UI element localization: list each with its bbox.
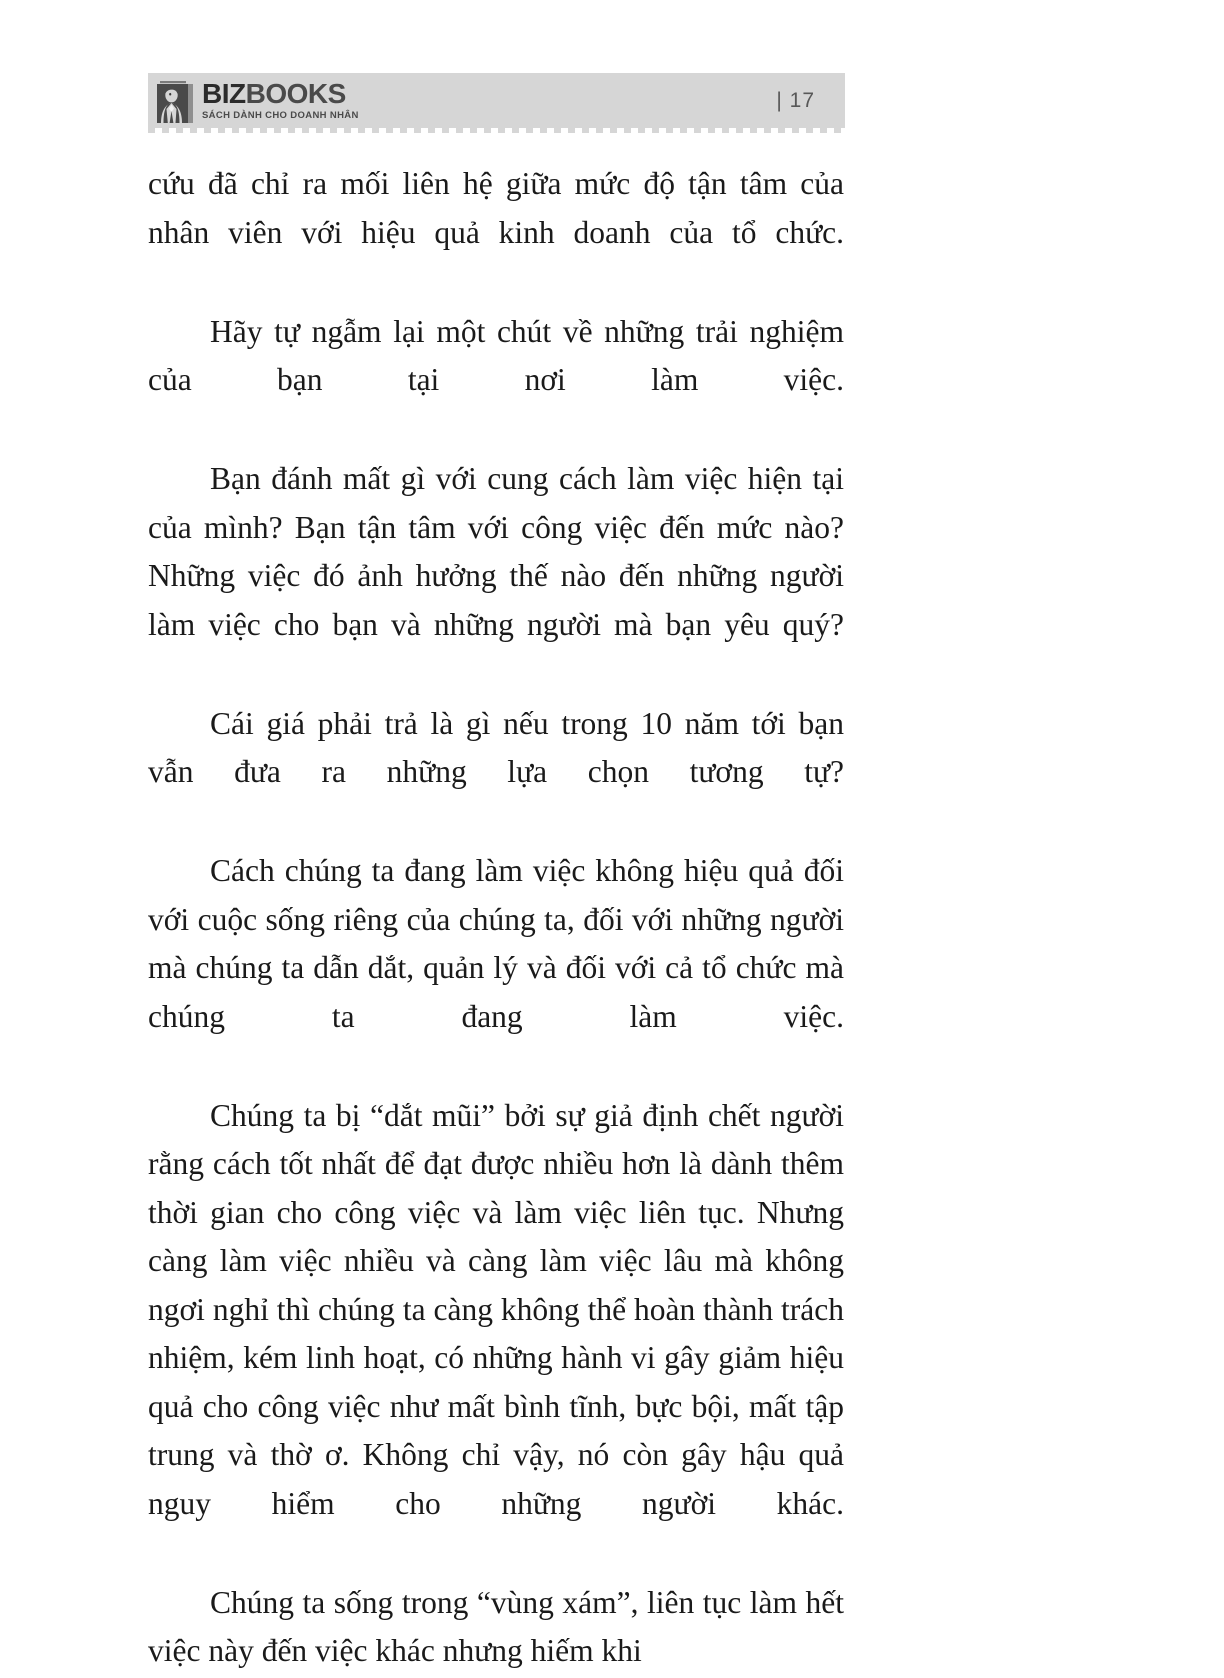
bizbooks-tagline: SÁCH DÀNH CHO DOANH NHÂN [202,110,359,122]
body-text-column [148,160,844,1678]
wordmark-books: BOOKS [245,78,346,110]
para-grayzone: Chúng ta sống trong “vùng xám”, liên tục làm hết việc này đến việc khác nhưng hiếm khi [148,1584,844,1668]
page-number: | 17 [776,88,815,112]
para-price: Cái giá phải trả là gì nếu trong 10 năm tới bạn vẫn đưa ra những lựa chọn tương tự? [148,705,844,789]
bizbooks-logo-text [202,80,359,121]
page-header-band [148,73,845,128]
para-assumption: Chúng ta bị “dắt mũi” bởi sự giả định chết người rằng cách tốt nhất để đạt được nhiều hơn là dành thêm thời gian cho công việc và làm việc liên tục. Nhưng càng làm việc nhiều và càng làm việc lâu mà không ngơi nghỉ thì chúng ta càng không thể hoàn thành trách nhiệm, kém linh hoạt, có những hành vi gây giảm hiệu quả cho công việc như mất bình tĩnh, bực bội, mất tập trung và thờ ơ. Không chỉ vậy, nó còn gây hậu quả nguy hiểm cho những người khác. [148,1097,844,1521]
para-continued: cứu đã chỉ ra mối liên hệ giữa mức độ tận tâm của nhân viên với hiệu quả kinh doanh của tổ chức. [148,166,844,250]
bizbooks-wordmark [202,80,359,108]
para-questions: Bạn đánh mất gì với cung cách làm việc hiện tại của mình? Bạn tận tâm với công việc đến mức nào? Những việc đó ảnh hưởng thế nào đến những người làm việc cho bạn và những người mà bạn yêu quý? [148,461,844,642]
wordmark-biz: BIZ [202,78,246,110]
bizbooks-logo [156,78,359,124]
bizbooks-book-man-logo-icon [156,78,194,124]
para-reflect: Hãy tự ngẫm lại một chút về những trải nghiệm của bạn tại nơi làm việc. [148,313,844,397]
para-ineffective: Cách chúng ta đang làm việc không hiệu quả đối với cuộc sống riêng của chúng ta, đối với những người mà chúng ta dẫn dắt, quản lý và đối với cả tổ chức mà chúng ta đang làm việc. [148,853,844,1034]
